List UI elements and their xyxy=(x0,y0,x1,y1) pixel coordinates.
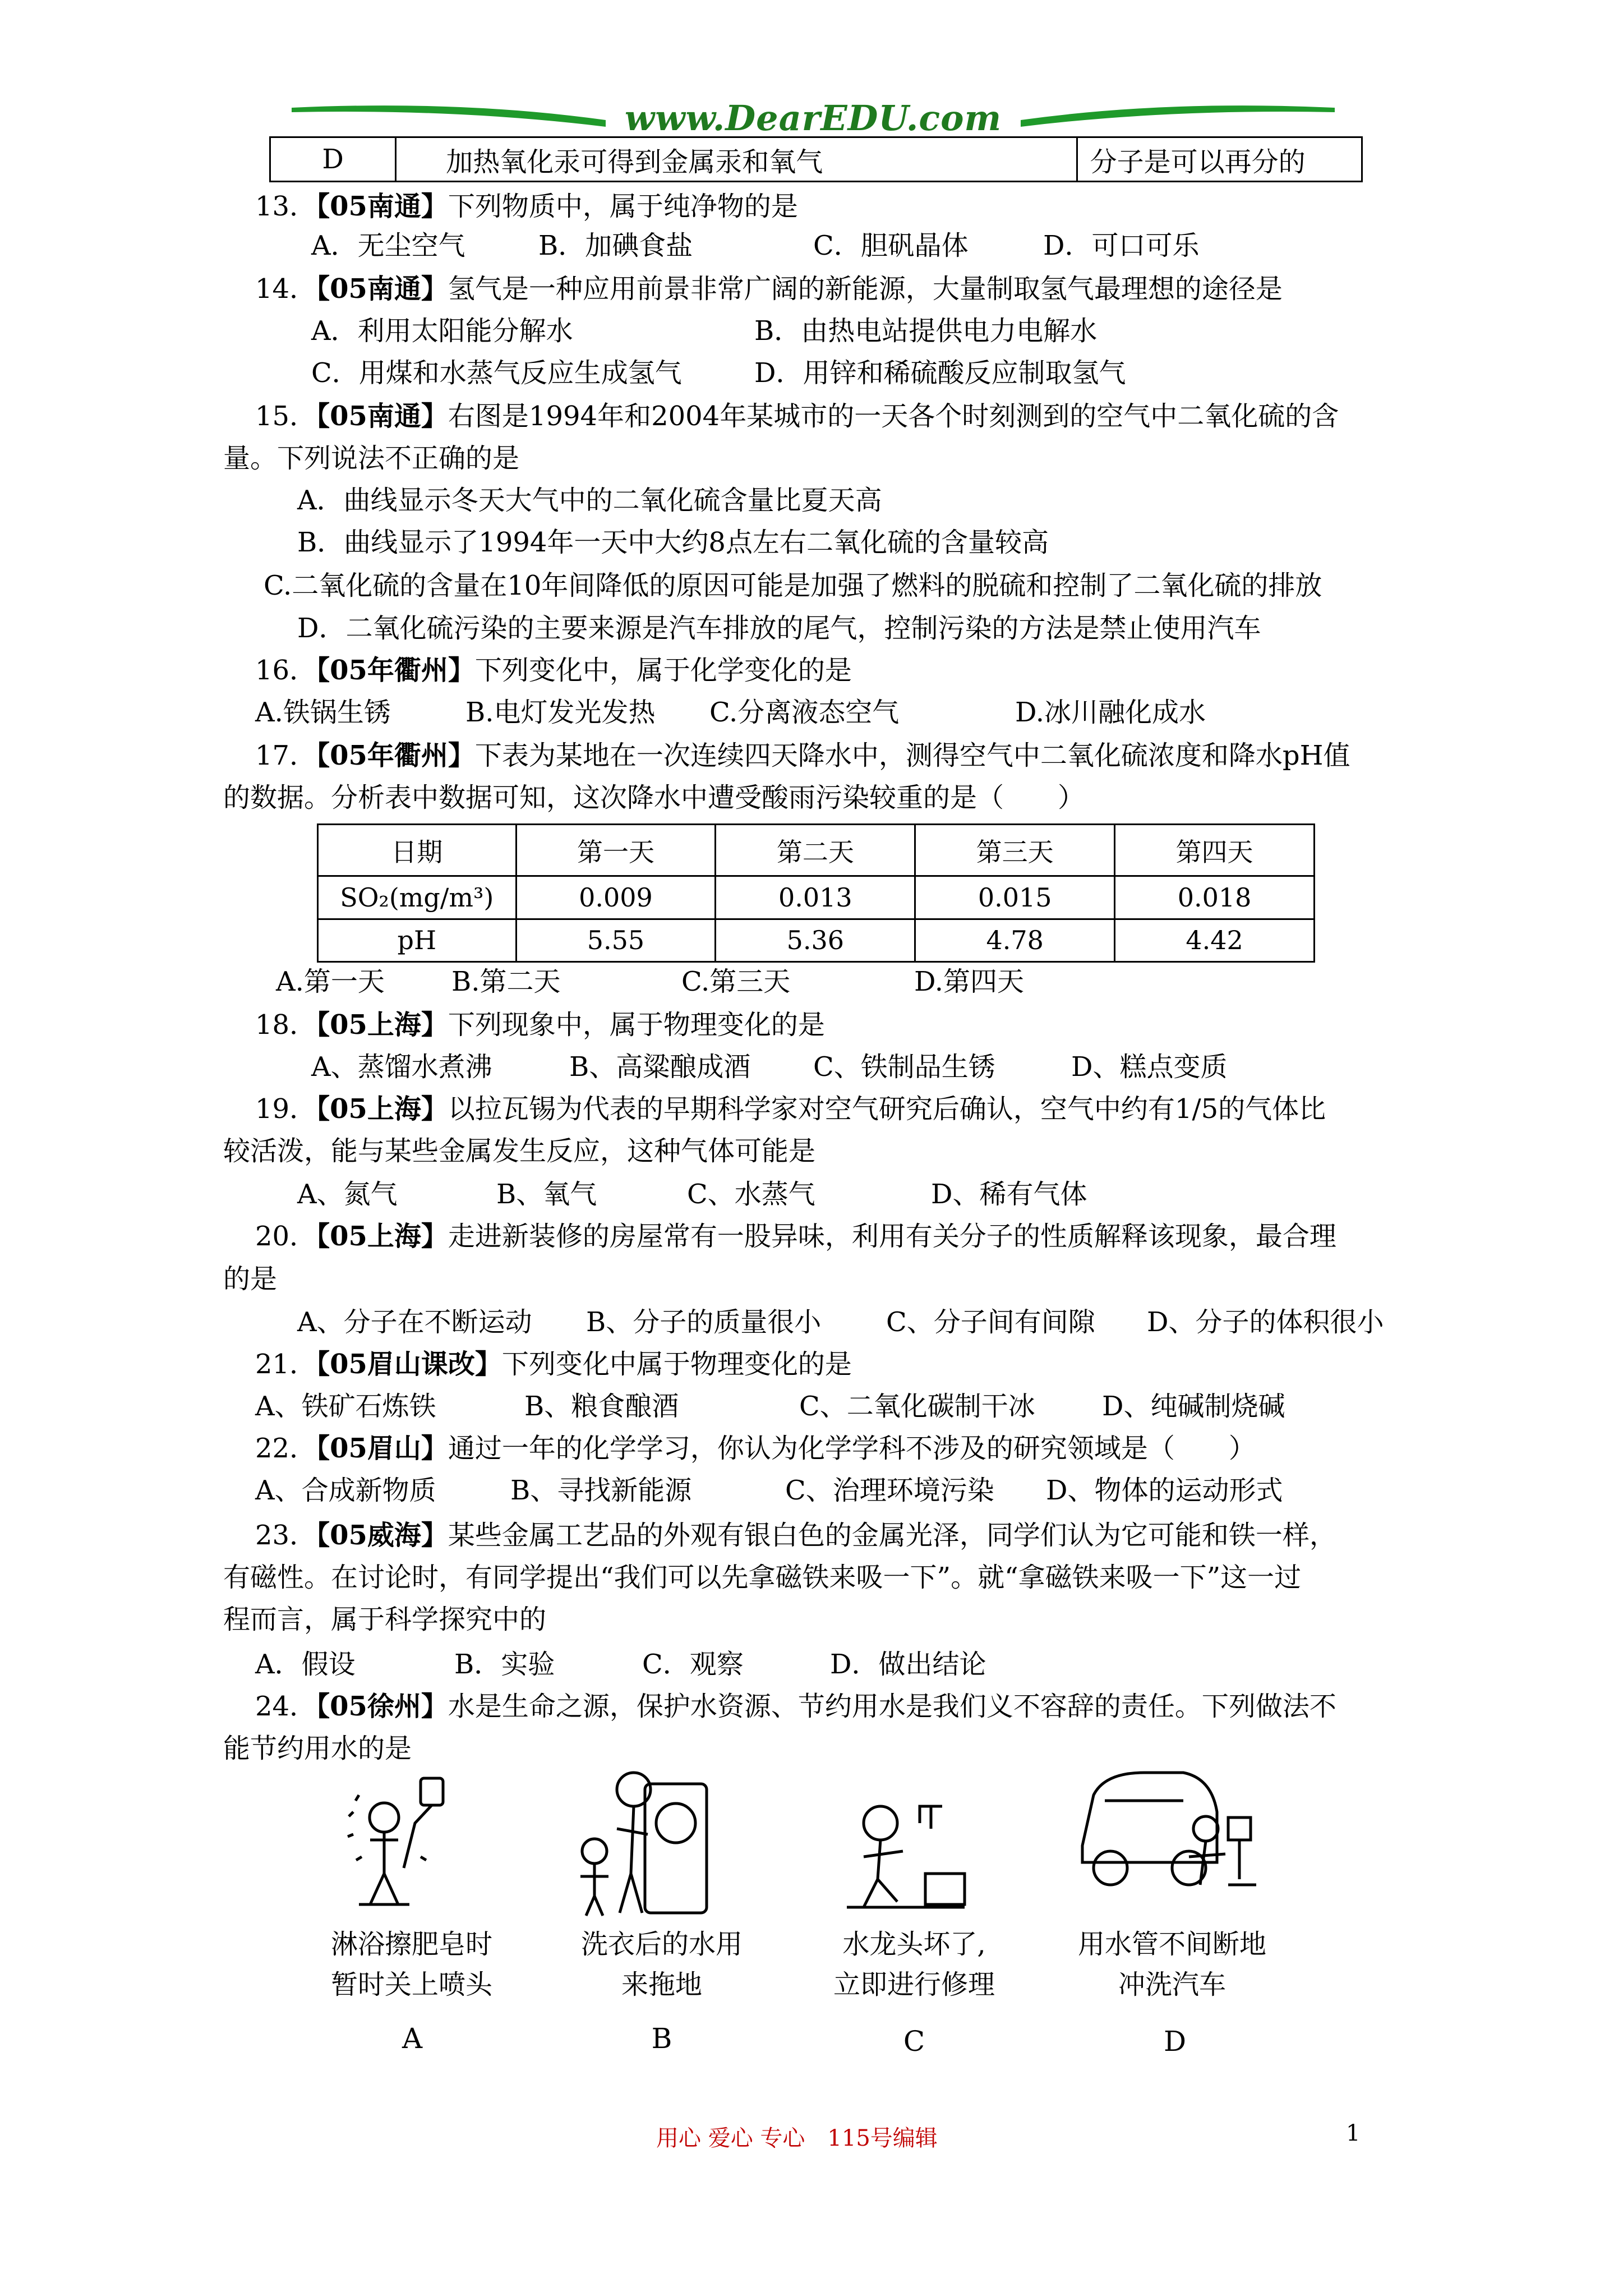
option-b: B、粮食酿酒 xyxy=(524,1391,679,1422)
question-number: 16． xyxy=(255,655,317,686)
option-d: D．可口可乐 xyxy=(1043,230,1200,261)
option-c: C．胆矾晶体 xyxy=(813,230,969,261)
question-source: 【05眉山】 xyxy=(316,1433,448,1464)
question-number: 19． xyxy=(255,1093,317,1125)
option-a: A．假设 xyxy=(255,1649,356,1680)
picture-letter-d: D xyxy=(1163,2025,1187,2058)
option-d: D、糕点变质 xyxy=(1071,1051,1228,1083)
question-source: 【05上海】 xyxy=(316,1221,448,1252)
option-b: B.第二天 xyxy=(451,966,561,997)
question-stem-continued: 的是 xyxy=(223,1263,278,1295)
question-19 xyxy=(255,1091,1326,1127)
caption-line: 冲洗汽车 xyxy=(1118,1969,1226,2000)
option-a: A、分子在不断运动 xyxy=(297,1306,532,1338)
question-stem-continued: 量。下列说法不正确的是 xyxy=(223,443,520,474)
question-stem: 氢气是一种应用前景非常广阔的新能源，大量制取氢气最理想的途径是 xyxy=(448,273,1283,305)
option-d: D．二氧化硫污染的主要来源是汽车排放的尾气，控制污染的方法是禁止使用汽车 xyxy=(297,613,1261,644)
table-cell: SO₂(mg/m³) xyxy=(318,876,517,919)
question-13 xyxy=(255,188,798,224)
answer-table-row xyxy=(269,136,1363,182)
option-c: C.第三天 xyxy=(681,966,791,997)
table-cell: 0.009 xyxy=(516,876,716,919)
row-explanation: 分子是可以再分的 xyxy=(1090,146,1306,178)
question-18 xyxy=(255,1007,825,1043)
faucet-repair-illustration-icon xyxy=(836,1789,976,1918)
question-number: 22． xyxy=(255,1433,317,1464)
question-number: 13． xyxy=(255,191,317,222)
question-stem-continued: 较活泼，能与某些金属发生反应，这种气体可能是 xyxy=(223,1135,816,1167)
question-22 xyxy=(255,1430,1256,1466)
question-stem: 右图是1994年和2004年某城市的一天各个时刻测到的空气中二氧化硫的含 xyxy=(448,401,1339,432)
picture-letter-a: A xyxy=(402,2022,423,2055)
question-number: 20． xyxy=(255,1221,317,1252)
caption-line: 水龙头坏了, xyxy=(842,1929,986,1960)
option-b: B.电灯发光发热 xyxy=(465,697,656,728)
question-number: 17． xyxy=(255,740,317,771)
site-banner xyxy=(292,95,1335,140)
question-23 xyxy=(255,1517,1336,1553)
table-cell: 4.78 xyxy=(915,919,1115,961)
question-number: 23． xyxy=(255,1520,317,1551)
table-cell: 日期 xyxy=(318,825,517,876)
table-cell: 0.013 xyxy=(716,876,915,919)
question-source: 【05眉山课改】 xyxy=(316,1349,502,1380)
question-number: 18． xyxy=(255,1009,317,1041)
question-source: 【05上海】 xyxy=(316,1009,448,1041)
caption-line: 立即进行修理 xyxy=(833,1969,995,2000)
table-row xyxy=(318,919,1315,961)
option-c: C、治理环境污染 xyxy=(785,1475,994,1506)
option-c: C、二氧化碳制干冰 xyxy=(799,1391,1035,1422)
question-number: 14． xyxy=(255,273,317,305)
option-a: A、铁矿石炼铁 xyxy=(255,1391,436,1422)
table-cell: 0.018 xyxy=(1115,876,1315,919)
option-a: A．无尘空气 xyxy=(311,230,465,261)
option-d: D．用锌和稀硫酸反应制取氢气 xyxy=(754,357,1126,389)
question-source: 【05南通】 xyxy=(316,273,448,305)
question-stem: 下列物质中，属于纯净物的是 xyxy=(448,191,798,222)
option-c: C．观察 xyxy=(642,1649,744,1680)
option-a: A．利用太阳能分解水 xyxy=(311,315,573,347)
table-cell: 5.36 xyxy=(716,919,915,961)
question-17 xyxy=(255,738,1350,774)
option-d: D．做出结论 xyxy=(830,1649,986,1680)
option-b: B、寻找新能源 xyxy=(510,1475,692,1506)
picture-letter-c: C xyxy=(903,2025,925,2058)
caption-line: 淋浴擦肥皂时 xyxy=(331,1929,493,1960)
question-source: 【05威海】 xyxy=(316,1520,448,1551)
option-a: A.铁锅生锈 xyxy=(255,697,391,728)
question-source: 【05南通】 xyxy=(316,191,448,222)
question-source: 【05年衢州】 xyxy=(316,655,475,686)
option-c: C．用煤和水蒸气反应生成氢气 xyxy=(311,357,682,389)
laundry-illustration-icon xyxy=(564,1761,715,1924)
option-c: C、水蒸气 xyxy=(687,1179,815,1210)
question-21 xyxy=(255,1346,852,1382)
question-source: 【05徐州】 xyxy=(316,1691,448,1722)
question-number: 24． xyxy=(255,1691,317,1722)
option-a: A、蒸馏水煮沸 xyxy=(311,1051,492,1083)
caption-line: 暂时关上喷头 xyxy=(331,1969,493,2000)
page-footer: 用心 爱心 专心 115号编辑 xyxy=(656,2125,938,2151)
shower-illustration-icon xyxy=(336,1773,465,1913)
question-stem: 通过一年的化学学习，你认为化学学科不涉及的研究领域是（ ） xyxy=(448,1433,1256,1464)
question-number: 21． xyxy=(255,1349,317,1380)
option-b: B、分子的质量很小 xyxy=(586,1306,822,1338)
table-header-row xyxy=(318,825,1315,876)
question-number: 15． xyxy=(255,401,317,432)
option-c: C、铁制品生锈 xyxy=(813,1051,995,1083)
picture-caption-b xyxy=(578,1924,746,2005)
option-b: B．实验 xyxy=(454,1649,555,1680)
question-stem-continued: 能节约用水的是 xyxy=(223,1733,412,1764)
question-stem: 以拉瓦锡为代表的早期科学家对空气研究后确认，空气中约有1/5的气体比 xyxy=(448,1093,1326,1125)
question-stem: 下表为某地在一次连续四天降水中，测得空气中二氧化硫浓度和降水pH值 xyxy=(474,740,1350,771)
question-stem: 下列变化中，属于化学变化的是 xyxy=(474,655,852,686)
question-stem: 下列变化中属于物理变化的是 xyxy=(501,1349,852,1380)
question-stem: 水是生命之源，保护水资源、节约用水是我们义不容辞的责任。下列做法不 xyxy=(448,1691,1336,1722)
table-cell: 5.55 xyxy=(516,919,716,961)
table-cell: 第一天 xyxy=(516,825,716,876)
option-d: D、稀有气体 xyxy=(931,1179,1087,1210)
question-stem-continued: 程而言，属于科学探究中的 xyxy=(223,1604,547,1635)
question-stem-continued: 有磁性。在讨论时，有同学提出“我们可以先拿磁铁来吸一下”。就“拿磁铁来吸一下”这一过 xyxy=(223,1562,1302,1593)
so2-ph-table xyxy=(317,823,1315,963)
page-number: 1 xyxy=(1346,2120,1361,2146)
table-cell: 第三天 xyxy=(915,825,1115,876)
picture-letter-b: B xyxy=(651,2022,672,2055)
table-cell: 第四天 xyxy=(1115,825,1315,876)
caption-line: 来拖地 xyxy=(621,1969,702,2000)
question-24 xyxy=(255,1688,1336,1724)
option-c: C.分离液态空气 xyxy=(709,697,900,728)
option-b: B、高粱酿成酒 xyxy=(569,1051,751,1083)
question-source: 【05上海】 xyxy=(316,1093,448,1125)
question-16 xyxy=(255,652,852,688)
question-stem: 某些金属工艺品的外观有银白色的金属光泽，同学们认为它可能和铁一样， xyxy=(448,1520,1336,1551)
option-d: D、纯碱制烧碱 xyxy=(1102,1391,1285,1422)
row-label: D xyxy=(271,138,396,181)
option-b: B．曲线显示了1994年一天中大约8点左右二氧化硫的含量较高 xyxy=(297,527,1049,558)
option-d: D、物体的运动形式 xyxy=(1046,1475,1283,1506)
question-source: 【05年衢州】 xyxy=(316,740,475,771)
table-row xyxy=(318,876,1315,919)
option-d: D.第四天 xyxy=(914,966,1025,997)
car-washing-illustration-icon xyxy=(1071,1750,1262,1913)
option-c: C.二氧化硫的含量在10年间降低的原因可能是加强了燃料的脱硫和控制了二氧化硫的排放 xyxy=(264,570,1322,601)
question-stem: 走进新装修的房屋常有一股异味，利用有关分子的性质解释该现象，最合理 xyxy=(448,1221,1336,1252)
question-stem: 下列现象中，属于物理变化的是 xyxy=(448,1009,825,1041)
caption-line: 用水管不间断地 xyxy=(1077,1929,1266,1960)
option-b: B．加碘食盐 xyxy=(538,230,693,261)
caption-line: 洗衣后的水用 xyxy=(580,1929,743,1960)
question-15 xyxy=(255,398,1339,434)
question-20 xyxy=(255,1218,1336,1254)
picture-caption-a xyxy=(331,1924,493,2005)
table-cell: 第二天 xyxy=(716,825,915,876)
picture-caption-c xyxy=(830,1924,998,2005)
option-d: D、分子的体积很小 xyxy=(1147,1306,1384,1338)
picture-caption-d xyxy=(1068,1924,1276,2005)
option-a: A、氮气 xyxy=(297,1179,398,1210)
question-stem-continued: 的数据。分析表中数据可知，这次降水中遭受酸雨污染较重的是（ ） xyxy=(223,782,1085,813)
option-a: A、合成新物质 xyxy=(255,1475,436,1506)
table-cell: 0.015 xyxy=(915,876,1115,919)
banner-title[interactable]: www.DearEDU.com xyxy=(624,97,1002,139)
option-a: A.第一天 xyxy=(276,966,385,997)
option-b: B．由热电站提供电力电解水 xyxy=(754,315,1098,347)
option-c: C、分子间有间隙 xyxy=(886,1306,1095,1338)
option-b: B、氧气 xyxy=(496,1179,597,1210)
option-a: A．曲线显示冬天大气中的二氧化硫含量比夏天高 xyxy=(297,485,882,516)
table-cell: 4.42 xyxy=(1115,919,1315,961)
option-d: D.冰川融化成水 xyxy=(1015,697,1206,728)
table-cell: pH xyxy=(318,919,517,961)
question-14 xyxy=(255,271,1283,307)
row-statement: 加热氧化汞可得到金属汞和氧气 xyxy=(396,138,1077,181)
question-source: 【05南通】 xyxy=(316,401,448,432)
